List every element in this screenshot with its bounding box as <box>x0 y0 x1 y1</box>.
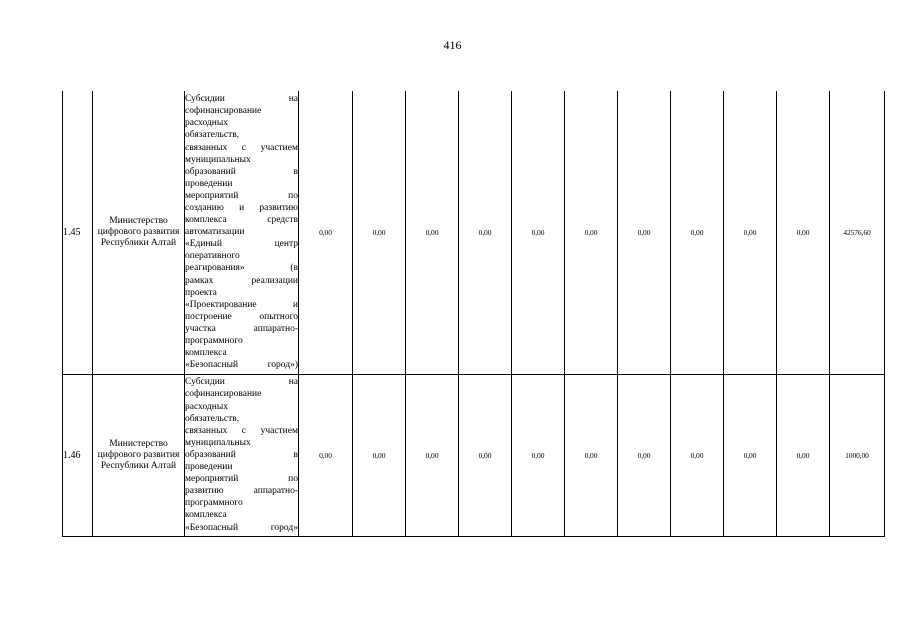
description-line: связанных с участием <box>185 142 298 153</box>
description-line: построение опытного <box>185 311 298 322</box>
total-value-cell: 42576,60 <box>830 91 885 374</box>
description-line: обязательств, <box>185 413 240 424</box>
description-line: Субсидии на <box>185 94 298 105</box>
value-cell: 0,00 <box>299 374 353 536</box>
description-line: реагирования» (в <box>185 263 298 274</box>
description-line: автоматизации <box>185 227 245 238</box>
description-line: расходных <box>185 401 228 412</box>
value-cell: 0,00 <box>671 91 724 374</box>
description-line: мероприятий по <box>185 474 298 485</box>
description-line: Субсидии на <box>185 377 298 388</box>
value-cell: 0,00 <box>406 91 459 374</box>
description-line: развитию аппаратно- <box>185 486 298 497</box>
description-line: связанных с участием <box>185 425 298 436</box>
table-row <box>63 374 885 536</box>
value-cell: 0,00 <box>671 374 724 536</box>
value-cell: 0,00 <box>618 91 671 374</box>
description-line: оперативного <box>185 251 240 262</box>
responsible-organization: Министерство цифрового развития Республики Алтай <box>93 374 185 536</box>
table-row <box>63 91 885 374</box>
description-line: проведении <box>185 462 233 473</box>
row-number: 1.46 <box>63 374 93 536</box>
page-number: 416 <box>443 38 462 52</box>
description-line: образований в <box>185 449 298 460</box>
description-line: комплекса <box>185 510 227 521</box>
value-cell: 0,00 <box>512 91 565 374</box>
value-cell: 0,00 <box>299 91 353 374</box>
value-cell: 0,00 <box>406 374 459 536</box>
description-line: муниципальных <box>185 154 251 165</box>
row-number: 1.45 <box>63 91 93 374</box>
total-value-cell: 1000,00 <box>830 374 885 536</box>
description-line: софинансирование <box>185 389 262 400</box>
value-cell: 0,00 <box>512 374 565 536</box>
measure-description <box>185 374 299 536</box>
description-line: участка аппаратно- <box>185 323 298 334</box>
budget-table <box>62 91 885 537</box>
value-cell: 0,00 <box>618 374 671 536</box>
description-line: «Безопасный город» <box>185 522 298 533</box>
description-line: «Проектирование и <box>185 299 298 310</box>
responsible-organization: Министерство цифрового развития Республики Алтай <box>93 91 185 374</box>
value-cell: 0,00 <box>777 374 830 536</box>
description-line: муниципальных <box>185 437 251 448</box>
value-cell: 0,00 <box>777 91 830 374</box>
description-line: расходных <box>185 118 228 129</box>
description-line: проекта <box>185 287 217 298</box>
value-cell: 0,00 <box>724 91 777 374</box>
value-cell: 0,00 <box>565 374 618 536</box>
description-line: «Единый центр <box>185 239 298 250</box>
description-line: обязательств, <box>185 130 240 141</box>
measure-description <box>185 91 299 374</box>
description-line: рамках реализации <box>185 275 298 286</box>
description-line: созданию и развитию <box>185 203 298 214</box>
description-line: образований в <box>185 166 298 177</box>
description-line: софинансирование <box>185 106 262 117</box>
description-line: программного <box>185 336 243 347</box>
value-cell: 0,00 <box>353 91 406 374</box>
value-cell: 0,00 <box>459 91 512 374</box>
description-line: мероприятий по <box>185 190 298 201</box>
value-cell: 0,00 <box>459 374 512 536</box>
description-line: программного <box>185 498 243 509</box>
value-cell: 0,00 <box>565 91 618 374</box>
description-line: «Безопасный город») <box>185 360 298 371</box>
value-cell: 0,00 <box>724 374 777 536</box>
description-line: проведении <box>185 178 233 189</box>
description-line: комплекса средств <box>185 215 298 226</box>
description-line: комплекса <box>185 348 227 359</box>
value-cell: 0,00 <box>353 374 406 536</box>
